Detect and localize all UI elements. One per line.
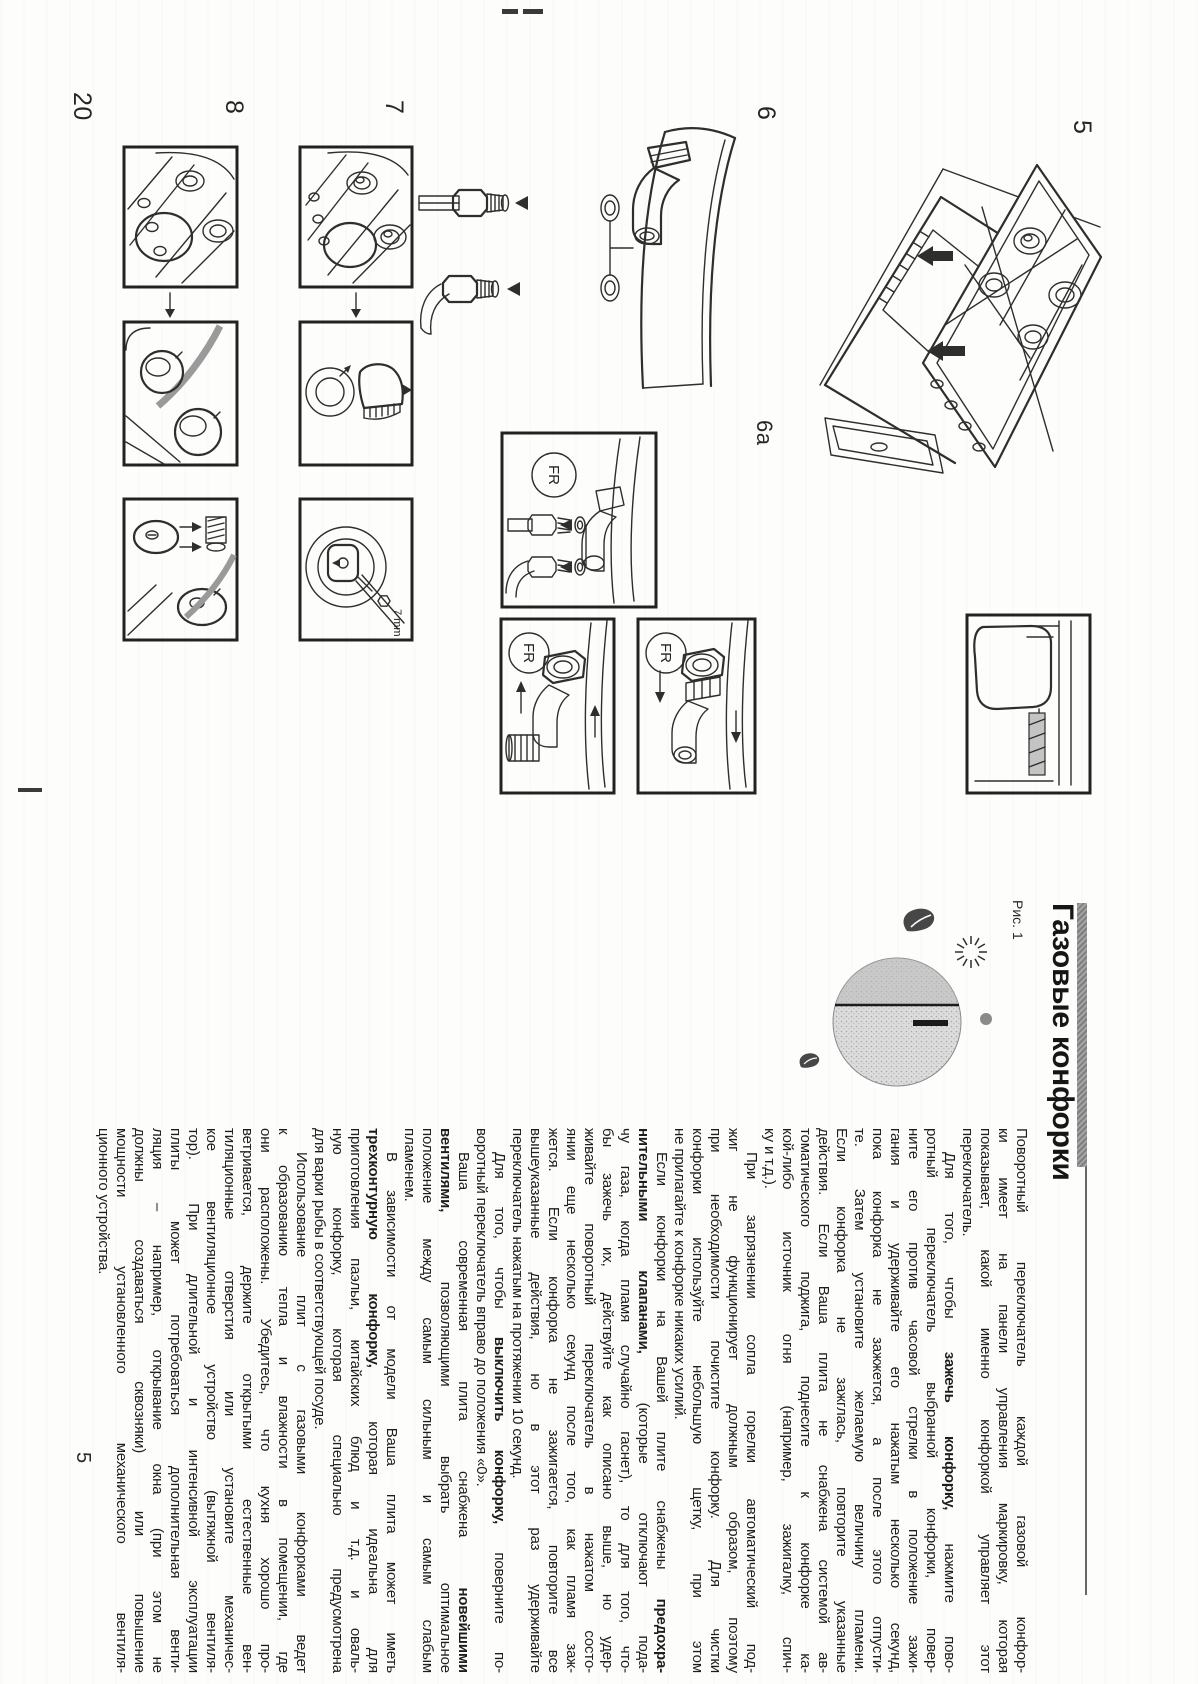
fr-loosen-drawing — [499, 617, 616, 795]
text-line: переключатель нажатым на протяжении 10 секунд. — [509, 1128, 526, 1479]
figure-8-box-burner-exploded — [298, 320, 415, 467]
text-line: ную конфорку, которая специально предусмотрена — [329, 1128, 346, 1673]
nozzle-service-drawing — [298, 497, 415, 642]
text-line: должны создаваться сквозняки) или повышение — [131, 1128, 148, 1673]
text-line: При загрязнении сопла горелки автоматический под- — [743, 1152, 760, 1673]
figure-label-6: 6 — [752, 106, 780, 121]
figure-1-caption: Рис. 1 — [1010, 900, 1026, 940]
control-knob-icon — [795, 875, 1000, 1090]
page-number: 5 — [72, 1452, 94, 1464]
scan-artifact-dash — [18, 788, 42, 792]
text-line: Для того, чтобы выключить конфорку, поверните по- — [491, 1152, 508, 1673]
text-line: они расположены. Убедитесь, что кухня хорошо про- — [257, 1128, 274, 1673]
text-line: действия. Если Ваша плита не снабжена системой ав- — [815, 1128, 832, 1673]
text-line: янии еще несколько секунд после того, как пламя заж- — [563, 1128, 580, 1673]
text-line: тиляционные отверстия или установите механичес- — [221, 1128, 238, 1673]
figure-8-box-burner-location — [298, 145, 415, 320]
text-line: вентилями, позволяющими выбрать оптимальное — [437, 1128, 454, 1673]
fr-icon: FR — [520, 643, 537, 663]
figure-label-7: 7 — [380, 100, 408, 115]
burner-exploded-drawing — [298, 320, 415, 467]
fr-icon: FR — [545, 465, 562, 485]
figure-6a-fr-fitting-box — [500, 431, 658, 609]
text-line: бы зажечь их, действуйте как описано выше, но удер- — [599, 1128, 616, 1673]
gas-connection-drawing — [595, 100, 770, 390]
figure-20-box-knob-location — [122, 145, 240, 320]
text-line: те. Затем установите желаемую величину пламени. — [851, 1128, 868, 1673]
figure-6-gas-connection — [595, 100, 770, 390]
ignition-spark-icon — [955, 936, 987, 968]
hob-installation-drawing — [815, 135, 1105, 585]
text-line: переключатель. — [959, 1128, 976, 1237]
knob-pointer-mark — [913, 1020, 948, 1026]
wrench-size-label: 7 mm — [391, 609, 403, 637]
text-line: трехконтурную конфорку, которая идеальна для — [365, 1128, 382, 1673]
text-line: Поворотный переключатель каждой газовой конфор- — [1013, 1128, 1030, 1673]
text-line: ветривается, держите открытыми естественные вен- — [239, 1128, 256, 1673]
text-line: В зависимости от модели Ваша плита может иметь — [383, 1152, 400, 1673]
text-line: ки имеет на панели управления маркировку, которая — [995, 1128, 1012, 1673]
worktop-section-drawing — [965, 613, 1092, 795]
text-line: положение между самым сильным и самым слабым — [419, 1128, 436, 1673]
text-line: для варки рыбы в соответствующей посуде. — [311, 1128, 328, 1430]
figure-7-inlet-fittings — [415, 180, 535, 340]
fr-fitting-drawing — [500, 431, 658, 609]
text-line: Ваша современная плита снабжена новейшими — [455, 1152, 472, 1673]
text-line: ротный переключатель выбранной конфорки, повер- — [923, 1128, 940, 1673]
part-removal-drawing — [122, 497, 240, 642]
text-line: живайте поворотный переключатель в нажатом состо- — [581, 1128, 598, 1673]
figure-label-8: 8 — [220, 100, 248, 115]
scan-artifact-dash — [502, 9, 518, 14]
text-line: ните его против часовой стрелки в положение зажи- — [905, 1128, 922, 1673]
text-line: Использование плит с газовыми конфорками ведет — [293, 1152, 310, 1673]
text-line: ляция – например, открывание окна (при этом не — [149, 1128, 166, 1673]
text-line: Если конфорка не зажглась, повторите указанные — [833, 1128, 850, 1673]
text-line: воротный переключатель вправо до положения «0». — [473, 1128, 490, 1487]
text-line: вышеуказанные действия, но в этот раз удерживайте — [527, 1128, 544, 1673]
control-knob-figure — [795, 875, 1000, 1090]
text-line: ционного устройства. — [95, 1128, 112, 1275]
page-title: Газовые конфорки — [1046, 903, 1079, 1181]
body-text-column — [94, 1128, 1030, 1673]
figure-8-box-nozzle-service — [298, 497, 415, 642]
text-line: кой-либо источник огня (например, зажигалку, спич- — [779, 1128, 796, 1673]
text-line: мощности установленного механического вентиля- — [113, 1128, 130, 1673]
text-line: не прилагайте к конфорке никаких усилий. — [671, 1128, 688, 1420]
burner-caps-drawing — [122, 320, 240, 467]
off-position-dot-icon — [980, 1013, 992, 1025]
burner-location-drawing — [298, 145, 415, 320]
figure-label-20: 20 — [68, 92, 96, 121]
text-line: Для того, чтобы зажечь конфорку, нажмите пово- — [941, 1152, 958, 1673]
text-line: томатического поджига, поднесите к конфорке ка- — [797, 1128, 814, 1673]
text-line: кое вентиляционное устройство (вытяжной вентиля- — [203, 1128, 220, 1673]
figure-label-6a: 6a — [752, 420, 777, 446]
figure-label-5: 5 — [1068, 120, 1096, 135]
text-line: жиг не функционирует должным образом, поэтому — [725, 1128, 742, 1673]
text-line: ку и т.д.). — [761, 1128, 778, 1189]
text-line: плиты может потребоваться дополнительная венти- — [167, 1128, 184, 1673]
figure-20-box-part-removal — [122, 497, 240, 642]
knob-location-drawing — [122, 145, 240, 320]
text-line: конфорки используйте небольшую щетку, при этом — [689, 1128, 706, 1673]
text-line: приготовления паэльи, китайских блюд и т.д. и оваль- — [347, 1128, 364, 1673]
text-line: нительными клапанами, (которые отключают пода- — [635, 1128, 652, 1673]
figure-5-worktop-section-box — [965, 613, 1092, 795]
text-line: пока конфорка не зажжется, а после этого отпусти- — [869, 1128, 886, 1673]
text-line: тор). При длительной и интенсивной эксплуатации — [185, 1128, 202, 1673]
knob-shaded-half — [835, 958, 958, 1005]
figure-20-box-burner-caps — [122, 320, 240, 467]
text-line: пламенем. — [401, 1128, 418, 1202]
text-line: при необходимости почистите конфорку. Для чистки — [707, 1128, 724, 1673]
inlet-fittings-drawing — [415, 180, 535, 340]
text-line: чу газа, когда пламя случайно гаснет), то для того, что- — [617, 1128, 634, 1673]
text-line: гания и удерживайте его нажатым несколько секунд, — [887, 1128, 904, 1673]
fr-icon: FR — [657, 643, 674, 663]
fr-box-tighten — [636, 617, 757, 795]
fr-tighten-drawing — [636, 617, 757, 795]
text-line: к образованию тепла и влажности в помещении, где — [275, 1128, 292, 1673]
scan-artifact-dash — [523, 9, 543, 14]
text-line: жется. Если конфорка не зажигается, повторите все — [545, 1128, 562, 1673]
figure-5-hob-installation — [815, 135, 1105, 585]
fr-box-loosen — [499, 617, 616, 795]
text-line: Если конфорки на Вашей плите снабжены предохра- — [653, 1152, 670, 1673]
text-line: показывает, какой именно конфоркой управляет этот — [977, 1128, 994, 1673]
